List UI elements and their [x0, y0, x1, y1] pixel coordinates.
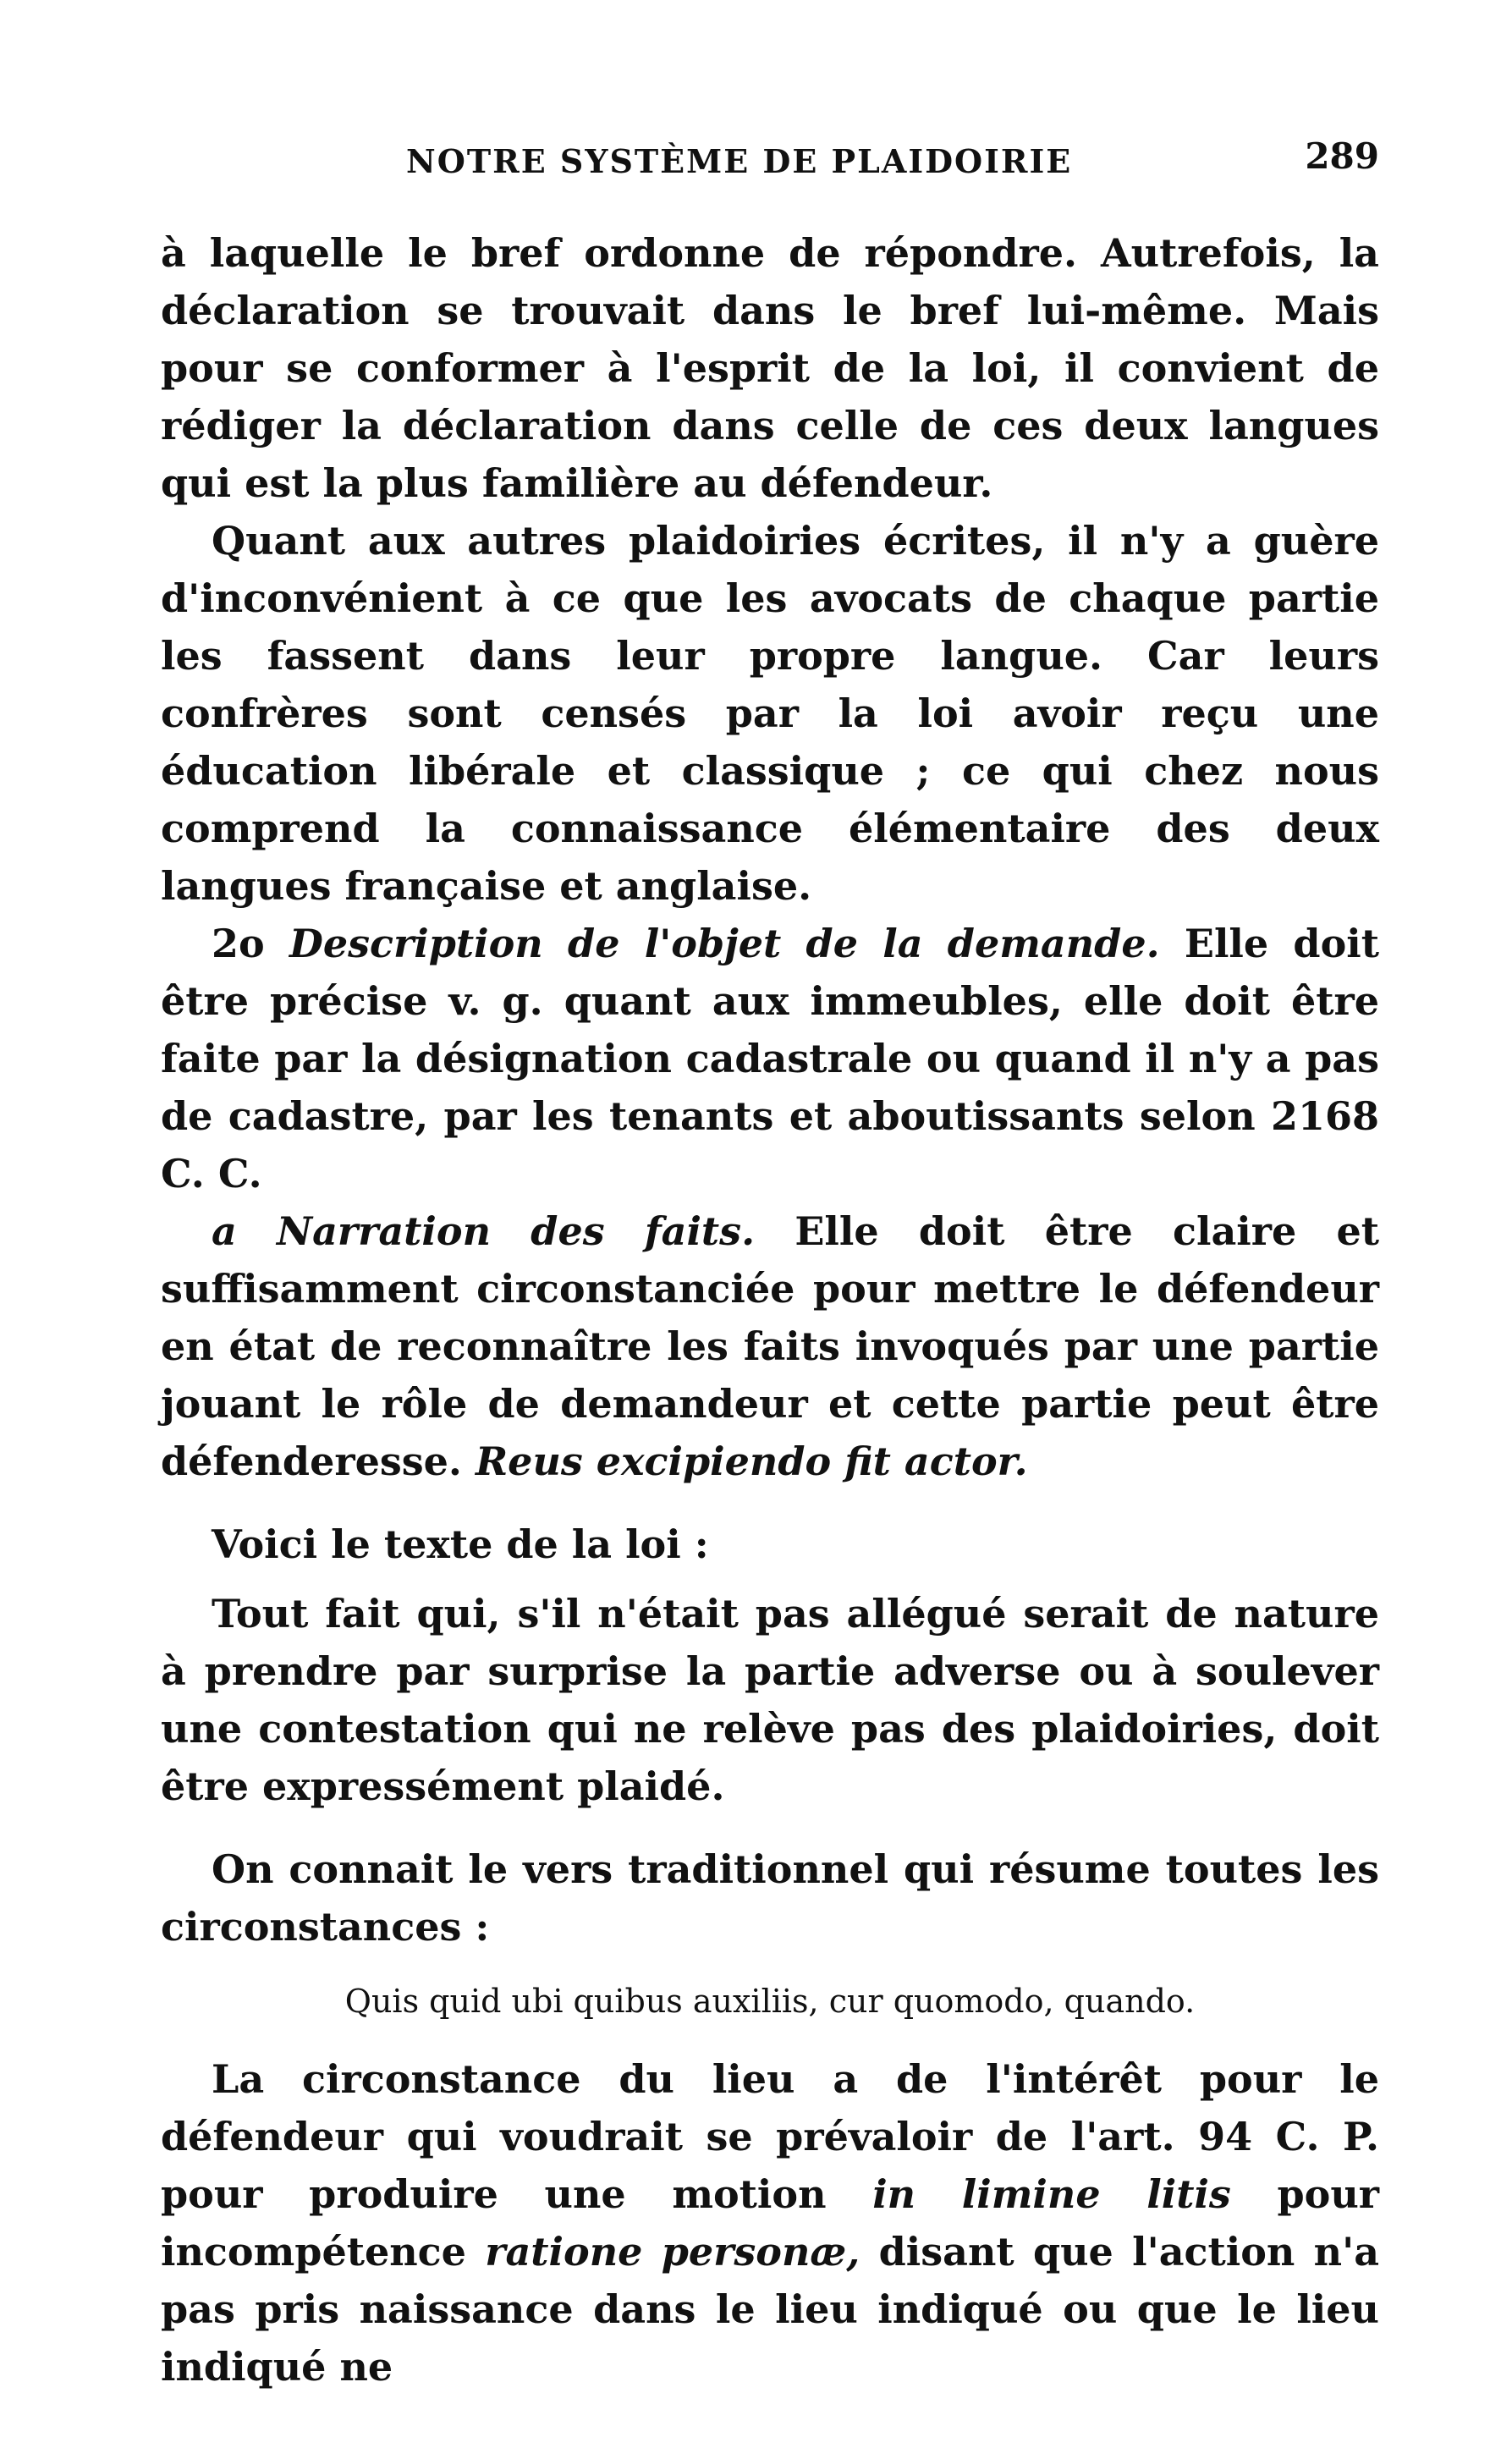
- paragraph-8-text-a: La circonstance du lieu a de l'intérêt pour le défendeur qui voudrait se prévaloir de l'art. 94 C. P. pour produire une motion: [161, 2056, 1379, 2217]
- page-number: 289: [1305, 135, 1379, 177]
- running-head: [161, 135, 1379, 186]
- latin-term-1: in limine litis: [872, 2171, 1231, 2217]
- paragraph-3: [161, 915, 1379, 1202]
- section-title-description: Description de l'objet de la demande.: [289, 921, 1160, 966]
- latin-maxim: Reus excipiendo fit actor.: [475, 1439, 1028, 1484]
- paragraph-3-text: Elle doit être précise v. g. quant aux immeubles, elle doit être faite par la désignation cadastrale ou quand il n'y a pas de cadastre, par les tenants et aboutissants selon 2168 C. C.: [161, 921, 1379, 1196]
- paragraph-7: On connait le vers traditionnel qui résume toutes les circonstances :: [161, 1846, 1379, 1950]
- paragraph-8-text-b: pour incompétence: [161, 2171, 1380, 2275]
- paragraph-8: [161, 2050, 1379, 2396]
- section-title-narration: a Narration des faits.: [212, 1208, 756, 1254]
- latin-verse-quote: Quis quid ubi quibus auxiliis, cur quomodo, quando.: [344, 1983, 1196, 2020]
- paragraph-2: Quant aux autres plaidoiries écrites, il n'y a guère d'inconvénient à ce que les avocats de chaque partie les fassent dans leur propre langue. Car leurs confrères sont censés par la loi avoir reçu une éducation libérale et classique ; ce qui chez nous comprend la connaissance élémentaire des deux langues française et anglaise.: [161, 518, 1379, 909]
- paragraph-8-text-c: disant que l'action n'a pas pris naissance dans le lieu indiqué ou que le lieu indiqué ne: [161, 2229, 1379, 2390]
- latin-term-2: ratione personæ,: [485, 2229, 860, 2275]
- body-text: [161, 224, 1379, 2396]
- item-number: 2o: [212, 921, 289, 966]
- paragraph-1: à laquelle le bref ordonne de répondre. Autrefois, la déclaration se trouvait dans le bref lui-même. Mais pour se conformer à l'esprit de la loi, il convient de rédiger la déclaration dans celle de ces deux langues qui est la plus familière au défendeur.: [161, 230, 1379, 506]
- paragraph-4: [161, 1202, 1379, 1490]
- paragraph-5: Voici le texte de la loi :: [212, 1521, 709, 1567]
- paragraph-4-text: Elle doit être claire et suffisamment circonstanciée pour mettre le défendeur en état de reconnaître les faits invoqués par une partie jouant le rôle de demandeur et cette partie peut être défenderesse.: [161, 1208, 1379, 1484]
- paragraph-6: Tout fait qui, s'il n'était pas allégué serait de nature à prendre par surprise la partie adverse ou à soulever une contestation qui ne relève pas des plaidoiries, doit être expressément plaidé.: [161, 1591, 1379, 1809]
- running-title: NOTRE SYSTÈME DE PLAIDOIRIE: [406, 142, 1073, 180]
